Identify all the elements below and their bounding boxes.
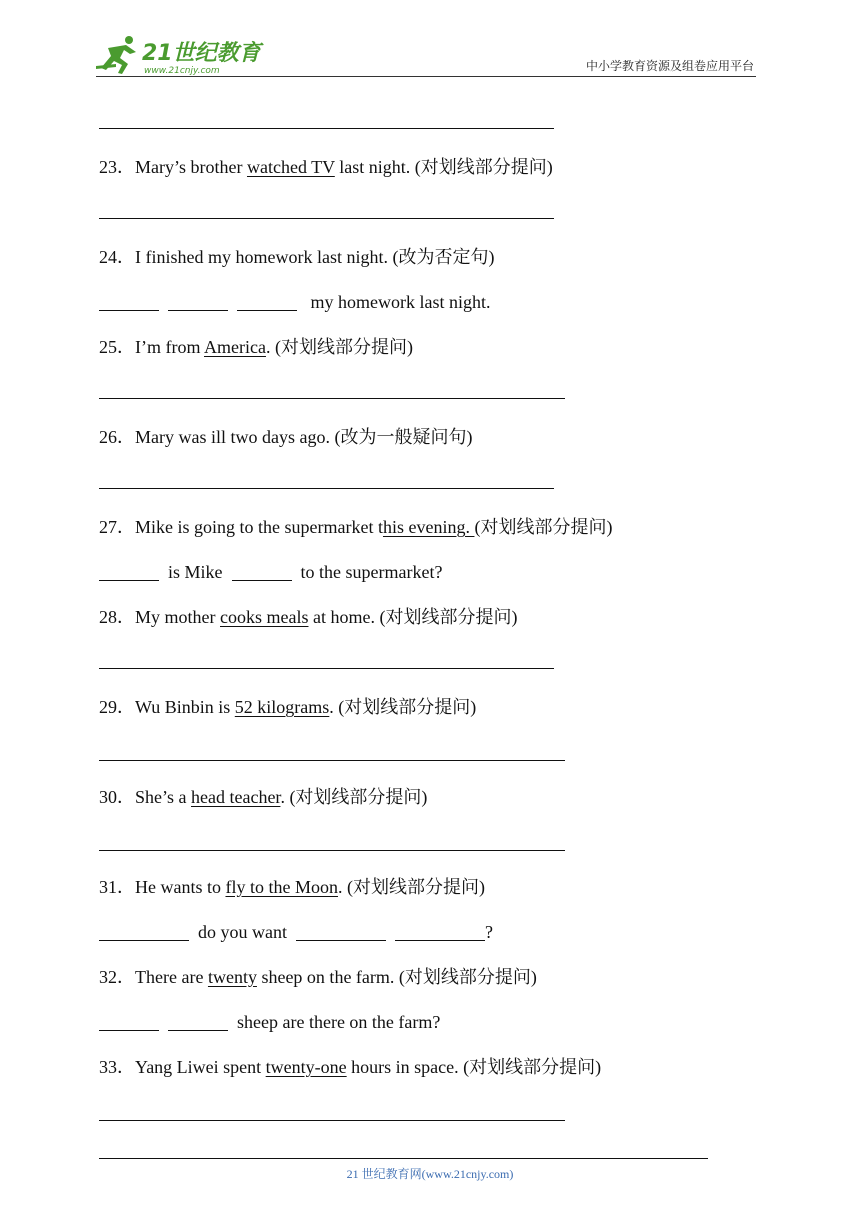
question-text-post: . (对划线部分提问)	[337, 877, 485, 897]
question-26	[99, 426, 472, 448]
question-24	[99, 246, 494, 268]
question-text-post: (对划线部分提问)	[474, 517, 613, 537]
question-text-post: . (对划线部分提问)	[280, 787, 428, 807]
question-28	[99, 606, 517, 628]
svg-text:21世纪教育: 21世纪教育	[142, 41, 261, 66]
question-number: 26．	[99, 427, 135, 447]
underlined-part: twenty	[207, 967, 257, 987]
fill-text: sheep are there on the farm?	[237, 1012, 441, 1032]
underlined-part: fly to the Moon	[225, 877, 338, 897]
question-31	[99, 876, 485, 898]
question-number: 33．	[99, 1057, 135, 1077]
question-number: 24．	[99, 247, 135, 267]
fill-text: to the supermarket?	[300, 562, 443, 582]
question-text: He wants to	[135, 877, 226, 897]
fill-line-24	[99, 291, 490, 313]
header-platform-text: 中小学教育资源及组卷应用平台	[585, 59, 754, 73]
blank[interactable]	[99, 922, 189, 941]
question-number: 28．	[99, 607, 135, 627]
question-text: I finished my homework last night. (改为否定句)	[135, 247, 495, 267]
question-text: Yang Liwei spent	[135, 1057, 266, 1077]
answer-line	[99, 850, 565, 851]
underlined-part: cooks meals	[220, 607, 309, 627]
underlined-part: head teacher	[191, 787, 281, 807]
question-25	[99, 336, 413, 358]
answer-line	[99, 488, 554, 489]
question-text-post: . (对划线部分提问)	[265, 337, 413, 357]
page-header	[96, 30, 756, 77]
blank[interactable]	[237, 292, 297, 311]
question-text-post: hours in space. (对划线部分提问)	[346, 1057, 602, 1077]
svg-text:www.21cnjy.com: www.21cnjy.com	[144, 66, 220, 76]
question-text: Mary was ill two days ago. (改为一般疑问句)	[135, 427, 473, 447]
underlined-part: 52 kilograms	[234, 697, 330, 717]
logo-21cnjy	[96, 34, 266, 76]
blank[interactable]	[395, 922, 485, 941]
question-text-post: last night. (对划线部分提问)	[334, 157, 553, 177]
question-number: 23．	[99, 157, 135, 177]
footer-divider	[99, 1158, 708, 1159]
fill-line-31	[99, 921, 493, 943]
blank[interactable]	[232, 562, 292, 581]
blank[interactable]	[99, 562, 159, 581]
blank[interactable]	[168, 292, 228, 311]
blank[interactable]	[99, 292, 159, 311]
answer-line	[99, 760, 565, 761]
question-text: She’s a	[135, 787, 191, 807]
blank[interactable]	[99, 1012, 159, 1031]
underlined-part: twenty-one	[265, 1057, 347, 1077]
question-number: 29．	[99, 697, 135, 717]
question-32	[99, 966, 537, 988]
fill-line-32	[99, 1011, 440, 1033]
question-text: My mother	[135, 607, 220, 627]
question-text: Mike is going to the supermarket t	[135, 517, 383, 537]
answer-line	[99, 398, 565, 399]
fill-text: is Mike	[168, 562, 223, 582]
question-text: I’m from	[135, 337, 204, 357]
fill-line-27	[99, 561, 442, 583]
question-text-post: at home. (对划线部分提问)	[308, 607, 518, 627]
question-text: Wu Binbin is	[135, 697, 235, 717]
fill-text: my homework last night.	[310, 292, 491, 312]
underlined-part: America	[204, 337, 266, 357]
answer-line	[99, 218, 554, 219]
underlined-part: his evening.	[382, 517, 475, 537]
question-27	[99, 516, 612, 538]
question-number: 32．	[99, 967, 135, 987]
blank[interactable]	[168, 1012, 228, 1031]
question-number: 31．	[99, 877, 135, 897]
question-29	[99, 696, 476, 718]
question-23	[99, 156, 553, 178]
question-text-post: . (对划线部分提问)	[329, 697, 477, 717]
question-text-post: sheep on the farm. (对划线部分提问)	[256, 967, 537, 987]
answer-line	[99, 668, 554, 669]
question-text: Mary’s brother	[135, 157, 247, 177]
question-text: There are	[135, 967, 208, 987]
fill-text: ?	[485, 922, 493, 942]
footer-text: 21 世纪教育网(www.21cnjy.com)	[346, 1167, 514, 1181]
answer-line	[99, 1120, 565, 1121]
answer-line	[99, 128, 554, 129]
fill-text: do you want	[198, 922, 287, 942]
question-number: 30．	[99, 787, 135, 807]
question-30	[99, 786, 427, 808]
blank[interactable]	[296, 922, 386, 941]
question-number: 25．	[99, 337, 135, 357]
question-number: 27．	[99, 517, 135, 537]
underlined-part: watched TV	[246, 157, 335, 177]
question-33	[99, 1056, 601, 1078]
